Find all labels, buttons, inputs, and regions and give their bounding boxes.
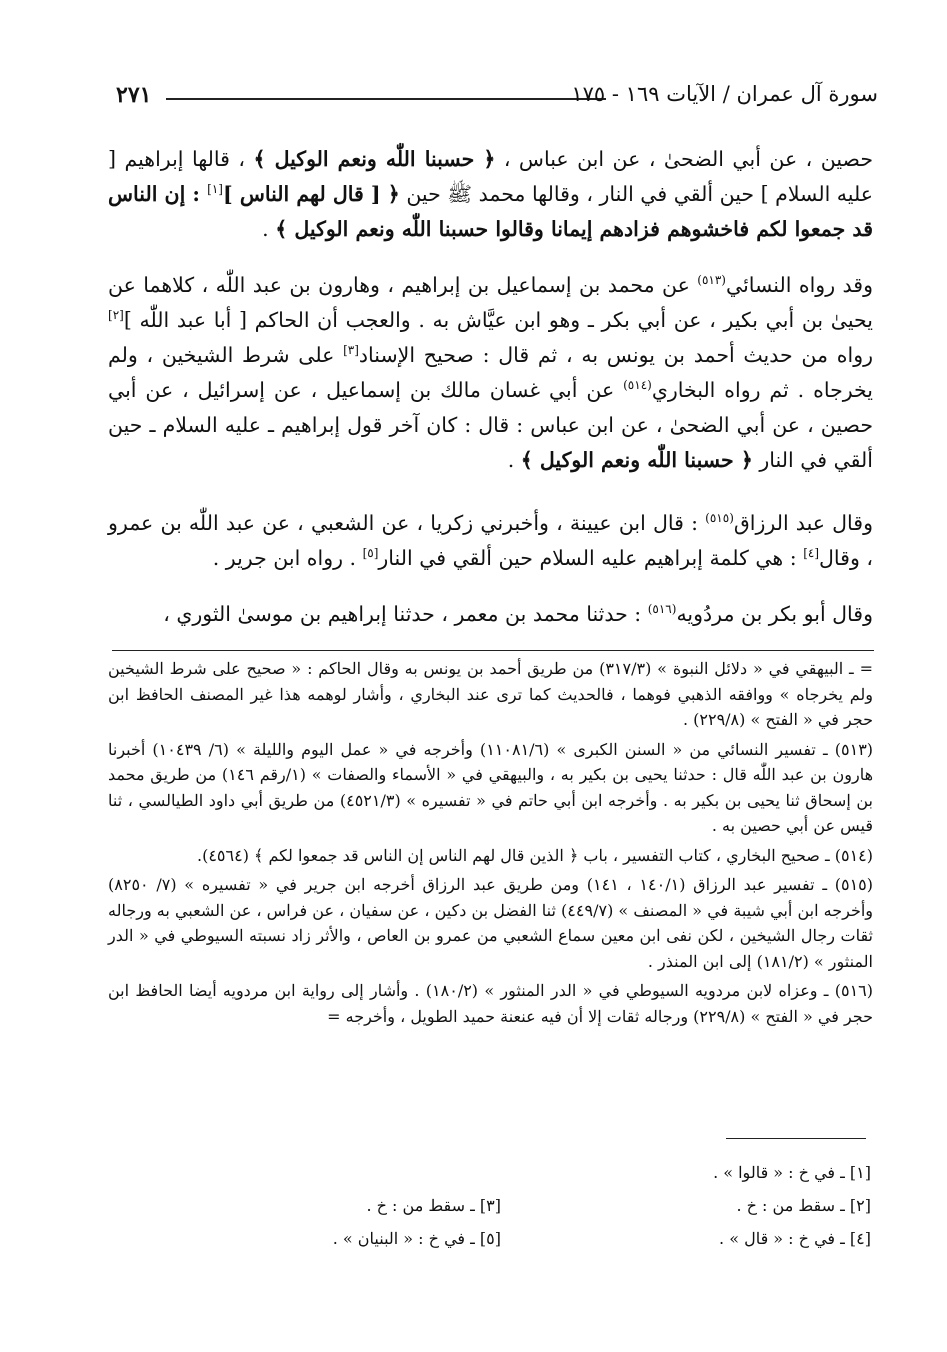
text: . رواه ابن جرير .	[212, 546, 363, 570]
paragraph-3	[108, 506, 873, 576]
text: : هي كلمة إبراهيم عليه السلام حين ألقي في النار	[378, 546, 804, 570]
footnote-ref: (٥١٣)	[697, 273, 726, 288]
text: : حدثنا محمد بن معمر ، حدثنا إبراهيم بن موسىٰ الثوري ،	[163, 602, 648, 626]
page-header	[88, 82, 878, 116]
manuscript-note-2: [٢] ـ سقط من : خ .	[736, 1196, 871, 1215]
footnote-516: (٥١٦) ـ وعزاه لابن مردويه السيوطي في « الدر المنثور » (١٨٠/٢) . وأشار إلى رواية ابن مردويه أيضا الحافظ ابن حجر في « الفتح » (٢٢٩/٨) ورجاله ثقات إلا أن فيه عنعنة حميد الطويل ، وأخرجه =	[108, 981, 873, 1026]
text: وقال عبد الرزاق	[733, 511, 873, 535]
quran-verse: : إن الناس قد جمعوا لكم فاخشوهم فزادهم إيمانا وقالوا حسبنا اللّٰه ونعم الوكيل ﴾	[108, 182, 873, 241]
notes-separator	[726, 1138, 866, 1139]
note-ref: [١]	[207, 182, 223, 197]
footnote-515: (٥١٥) ـ تفسير عبد الرزاق (١٤٠/١ ، ١٤١) ومن طريق عبد الرزاق أخرجه ابن جرير في « تفسيره » (٧/ ٨٢٥٠) وأخرجه ابن أبي شيبة في « المصنف » (٤٤٩/٧) ثنا الفضل بن دكين ، عن سفيان ، عن فراس ، عن الشعبي به ورجاله ثقات رجال الشيخين ، لكن نفى ابن معين سماع الشعبي من عمرو بن العاص ، والأثر زاد نسبته السيوطي في « الدر المنثور » (١٨١/٢) إلى ابن المنذر .	[108, 875, 874, 971]
note-ref: [٣]	[343, 343, 359, 358]
text: وقال أبو بكر بن مردُويه	[676, 602, 873, 626]
footnote-513: (٥١٣) ـ تفسير النسائي من « السنن الكبرى » (١١٠٨١/٦) وأخرجه في « عمل اليوم والليلة » (٦/ ١٠٤٣٩) أخبرنا هارون بن عبد اللّٰه قال : حدثنا يحيى بن بكير به ، والبيهقي في « الأسماء والصفات » (١/رقم ١٤٦) من طريق محمد بن إسحاق ثنا يحيى بن بكير به . وأخرجه ابن أبي حاتم في « تفسيره » (٤٥٢١/٣) من طريق أبي داود الطيالسي ، ثنا قيس عن أبي حصين به .	[108, 739, 874, 835]
text: على شرط الشيخين ، ولم يخرجاه . ثم رواه البخاري	[108, 343, 873, 402]
text: عن أبي غسان مالك بن إسماعيل ، عن إسرائيل ، عن أبي حصين ، عن أبي الضحىٰ ، عن ابن عباس : قال : كان آخر قول إبراهيم ـ عليه السلام ـ حين ألقي في النار	[108, 378, 873, 472]
footnote-ref: (٥١٥)	[705, 511, 734, 526]
text: رواه من حديث أحمد بن يونس به ، ثم قال : صحيح الإسناد	[358, 343, 873, 367]
manuscript-note-1: [١] ـ في خ : « قالوا » .	[713, 1163, 871, 1182]
page-number: ٢٧١	[116, 82, 152, 108]
quran-verse: ﴿ [ قال لهم الناس ]	[222, 182, 400, 206]
paragraph-1	[108, 142, 873, 247]
quran-verse: ﴿ حسبنا اللّٰه ونعم الوكيل ﴾	[253, 147, 496, 171]
note-ref: [٤]	[803, 546, 820, 561]
text: .	[262, 217, 276, 241]
quran-verse: ﴿ حسبنا اللّٰه ونعم الوكيل ﴾	[520, 448, 753, 472]
note-ref: [٥]	[362, 546, 379, 561]
footnote-ref: (٥١٦)	[647, 602, 677, 617]
paragraph-2	[108, 268, 873, 478]
text: : قال ابن عيينة ، وأخبرني زكريا ، عن الشعبي ، عن عبد اللّٰه بن عمرو ، وقال	[108, 511, 873, 570]
text: عن محمد بن إسماعيل بن إبراهيم ، وهارون بن عبد اللّٰه ، كلاهما عن يحيىٰ بن أبي بكير ، عن أبي بكر ـ وهو ابن عيَّاش به . والعجب أن الحاكم [ أبا عبد اللّٰه ]	[108, 273, 873, 332]
footnotes	[108, 656, 873, 1033]
manuscript-note-5: [٥] ـ في خ : « البنيان » .	[332, 1229, 501, 1248]
header-rule	[166, 98, 606, 100]
text: وقد رواه النسائي	[725, 273, 873, 297]
footnote-514: (٥١٤) ـ صحيح البخاري ، كتاب التفسير ، باب ﴿ الذين قال لهم الناس إن الناس قد جمعوا لكم ﴾ (٤٥٦٤).	[197, 845, 873, 865]
manuscript-notes-left	[201, 1156, 501, 1255]
text: ، قالها إبراهيم [ عليه السلام ] حين ألقي في النار ، وقالها محمد ﷺ حين	[108, 147, 873, 206]
running-title: سورة آل عمران / الآيات ١٦٩ - ١٧٥	[571, 82, 878, 106]
manuscript-note-4: [٤] ـ في خ : « قال » .	[719, 1229, 871, 1248]
text: .	[507, 448, 521, 472]
footnote-ref: (٥١٤)	[623, 378, 652, 393]
footnote-separator	[112, 650, 874, 651]
manuscript-notes-right	[541, 1156, 871, 1255]
text: حصين ، عن أبي الضحىٰ ، عن ابن عباس ،	[495, 147, 873, 171]
note-ref: [٢]	[108, 308, 124, 323]
paragraph-4	[108, 597, 873, 632]
footnote-continued: = ـ البيهقي في « دلائل النبوة » (٣١٧/٣) من طريق أحمد بن يونس به وقال الحاكم : « صحيح على شرط الشيخين ولم يخرجاه » ووافقه الذهبي فوهما ، فالحديث كما ترى عند البخاري ، وأشار لوهمه هذا غير المصنف الحافظ ابن حجر في « الفتح » (٢٢٩/٨) .	[108, 659, 874, 729]
manuscript-note-3: [٣] ـ سقط من : خ .	[366, 1196, 501, 1215]
